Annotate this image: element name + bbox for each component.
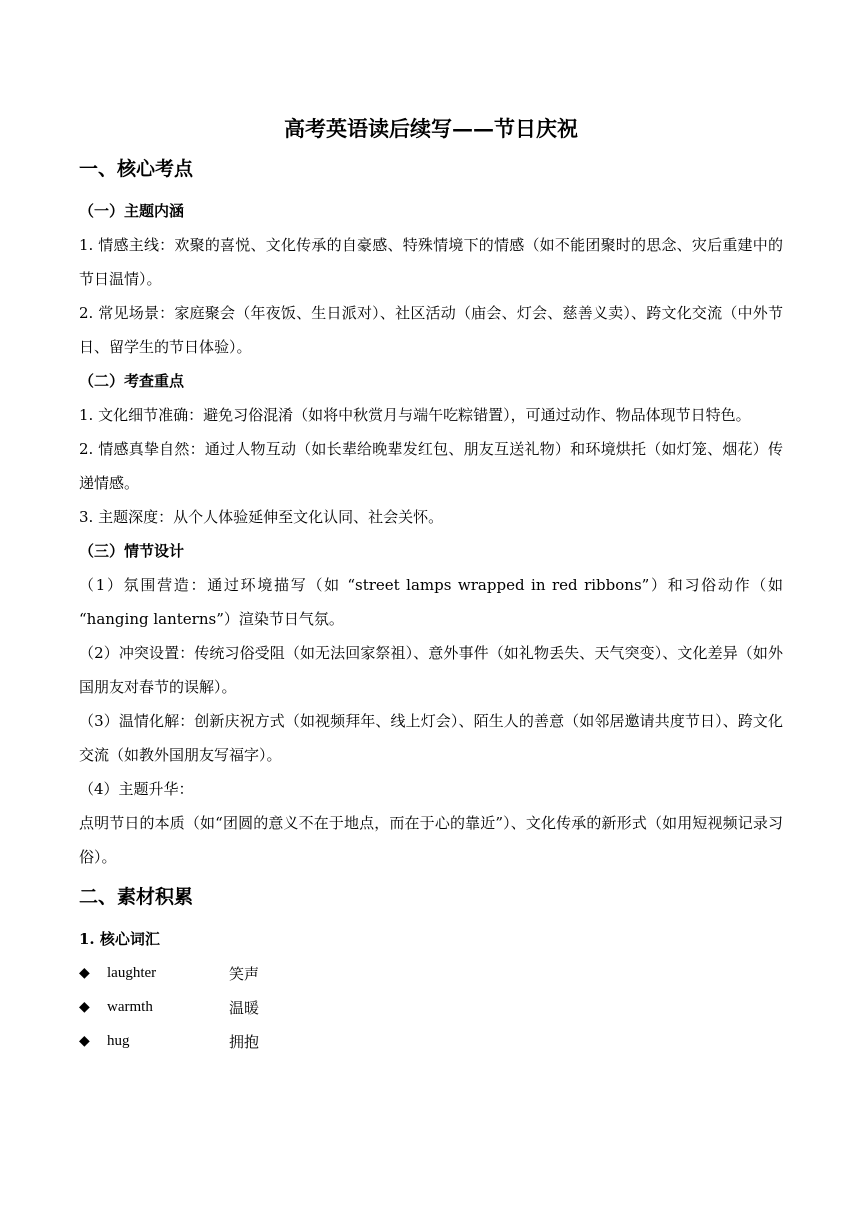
- subheading-theme: （一）主题内涵: [79, 202, 185, 220]
- vocab-meaning: 温暖: [229, 998, 260, 1017]
- paragraph: 1. 情感主线：欢聚的喜悦、文化传承的自豪感、特殊情境下的情感（如不能团聚时的思念、灾后重建中的节日温情）。: [79, 236, 783, 288]
- paragraph: 2. 情感真挚自然：通过人物互动（如长辈给晚辈发红包、朋友互送礼物）和环境烘托（如灯笼、烟花）传递情感。: [79, 440, 783, 492]
- vocab-meaning: 拥抱: [229, 1032, 260, 1051]
- subheading-focus: （二）考查重点: [79, 372, 185, 390]
- section-heading-materials: 二、素材积累: [79, 886, 194, 908]
- vocab-word: hug: [107, 1032, 130, 1049]
- paragraph: （2）冲突设置：传统习俗受阻（如无法回家祭祖）、意外事件（如礼物丢失、天气突变）、文化差异（如外国朋友对春节的误解）。: [79, 644, 783, 696]
- diamond-bullet-icon: ◆: [79, 999, 90, 1015]
- vocab-item: [79, 956, 783, 990]
- subheading-core-vocab: 1. 核心词汇: [79, 930, 160, 948]
- paragraph: 1. 文化细节准确：避免习俗混淆（如将中秋赏月与端午吃粽错置），可通过动作、物品体现节日特色。: [79, 406, 751, 424]
- paragraph: （3）温情化解：创新庆祝方式（如视频拜年、线上灯会）、陌生人的善意（如邻居邀请共度节日）、跨文化交流（如教外国朋友写福字）。: [79, 712, 783, 764]
- diamond-bullet-icon: ◆: [79, 965, 90, 981]
- vocab-item: [79, 1024, 783, 1058]
- diamond-bullet-icon: ◆: [79, 1033, 90, 1049]
- vocab-list: [79, 956, 783, 1058]
- paragraph: （4）主题升华：: [79, 780, 194, 798]
- vocab-meaning: 笑声: [229, 964, 260, 983]
- vocab-word: laughter: [107, 964, 157, 981]
- section-heading-core-points: 一、核心考点: [79, 158, 194, 180]
- paragraph: 2. 常见场景：家庭聚会（年夜饭、生日派对）、社区活动（庙会、灯会、慈善义卖）、跨文化交流（中外节日、留学生的节日体验）。: [79, 304, 783, 356]
- document-title: 高考英语读后续写——节日庆祝: [284, 116, 578, 141]
- vocab-item: [79, 990, 783, 1024]
- paragraph: 点明节日的本质（如“团圆的意义不在于地点，而在于心的靠近”）、文化传承的新形式（如用短视频记录习俗）。: [79, 814, 783, 866]
- paragraph: 3. 主题深度：从个人体验延伸至文化认同、社会关怀。: [79, 508, 444, 526]
- vocab-word: warmth: [107, 998, 153, 1015]
- document-page: [79, 112, 783, 1058]
- paragraph: （1）氛围营造：通过环境描写（如 “street lamps wrapped in red ribbons”）和习俗动作（如 “hanging lanterns”）渲染节日气氛。: [79, 576, 783, 628]
- subheading-plot-design: （三）情节设计: [79, 542, 185, 560]
